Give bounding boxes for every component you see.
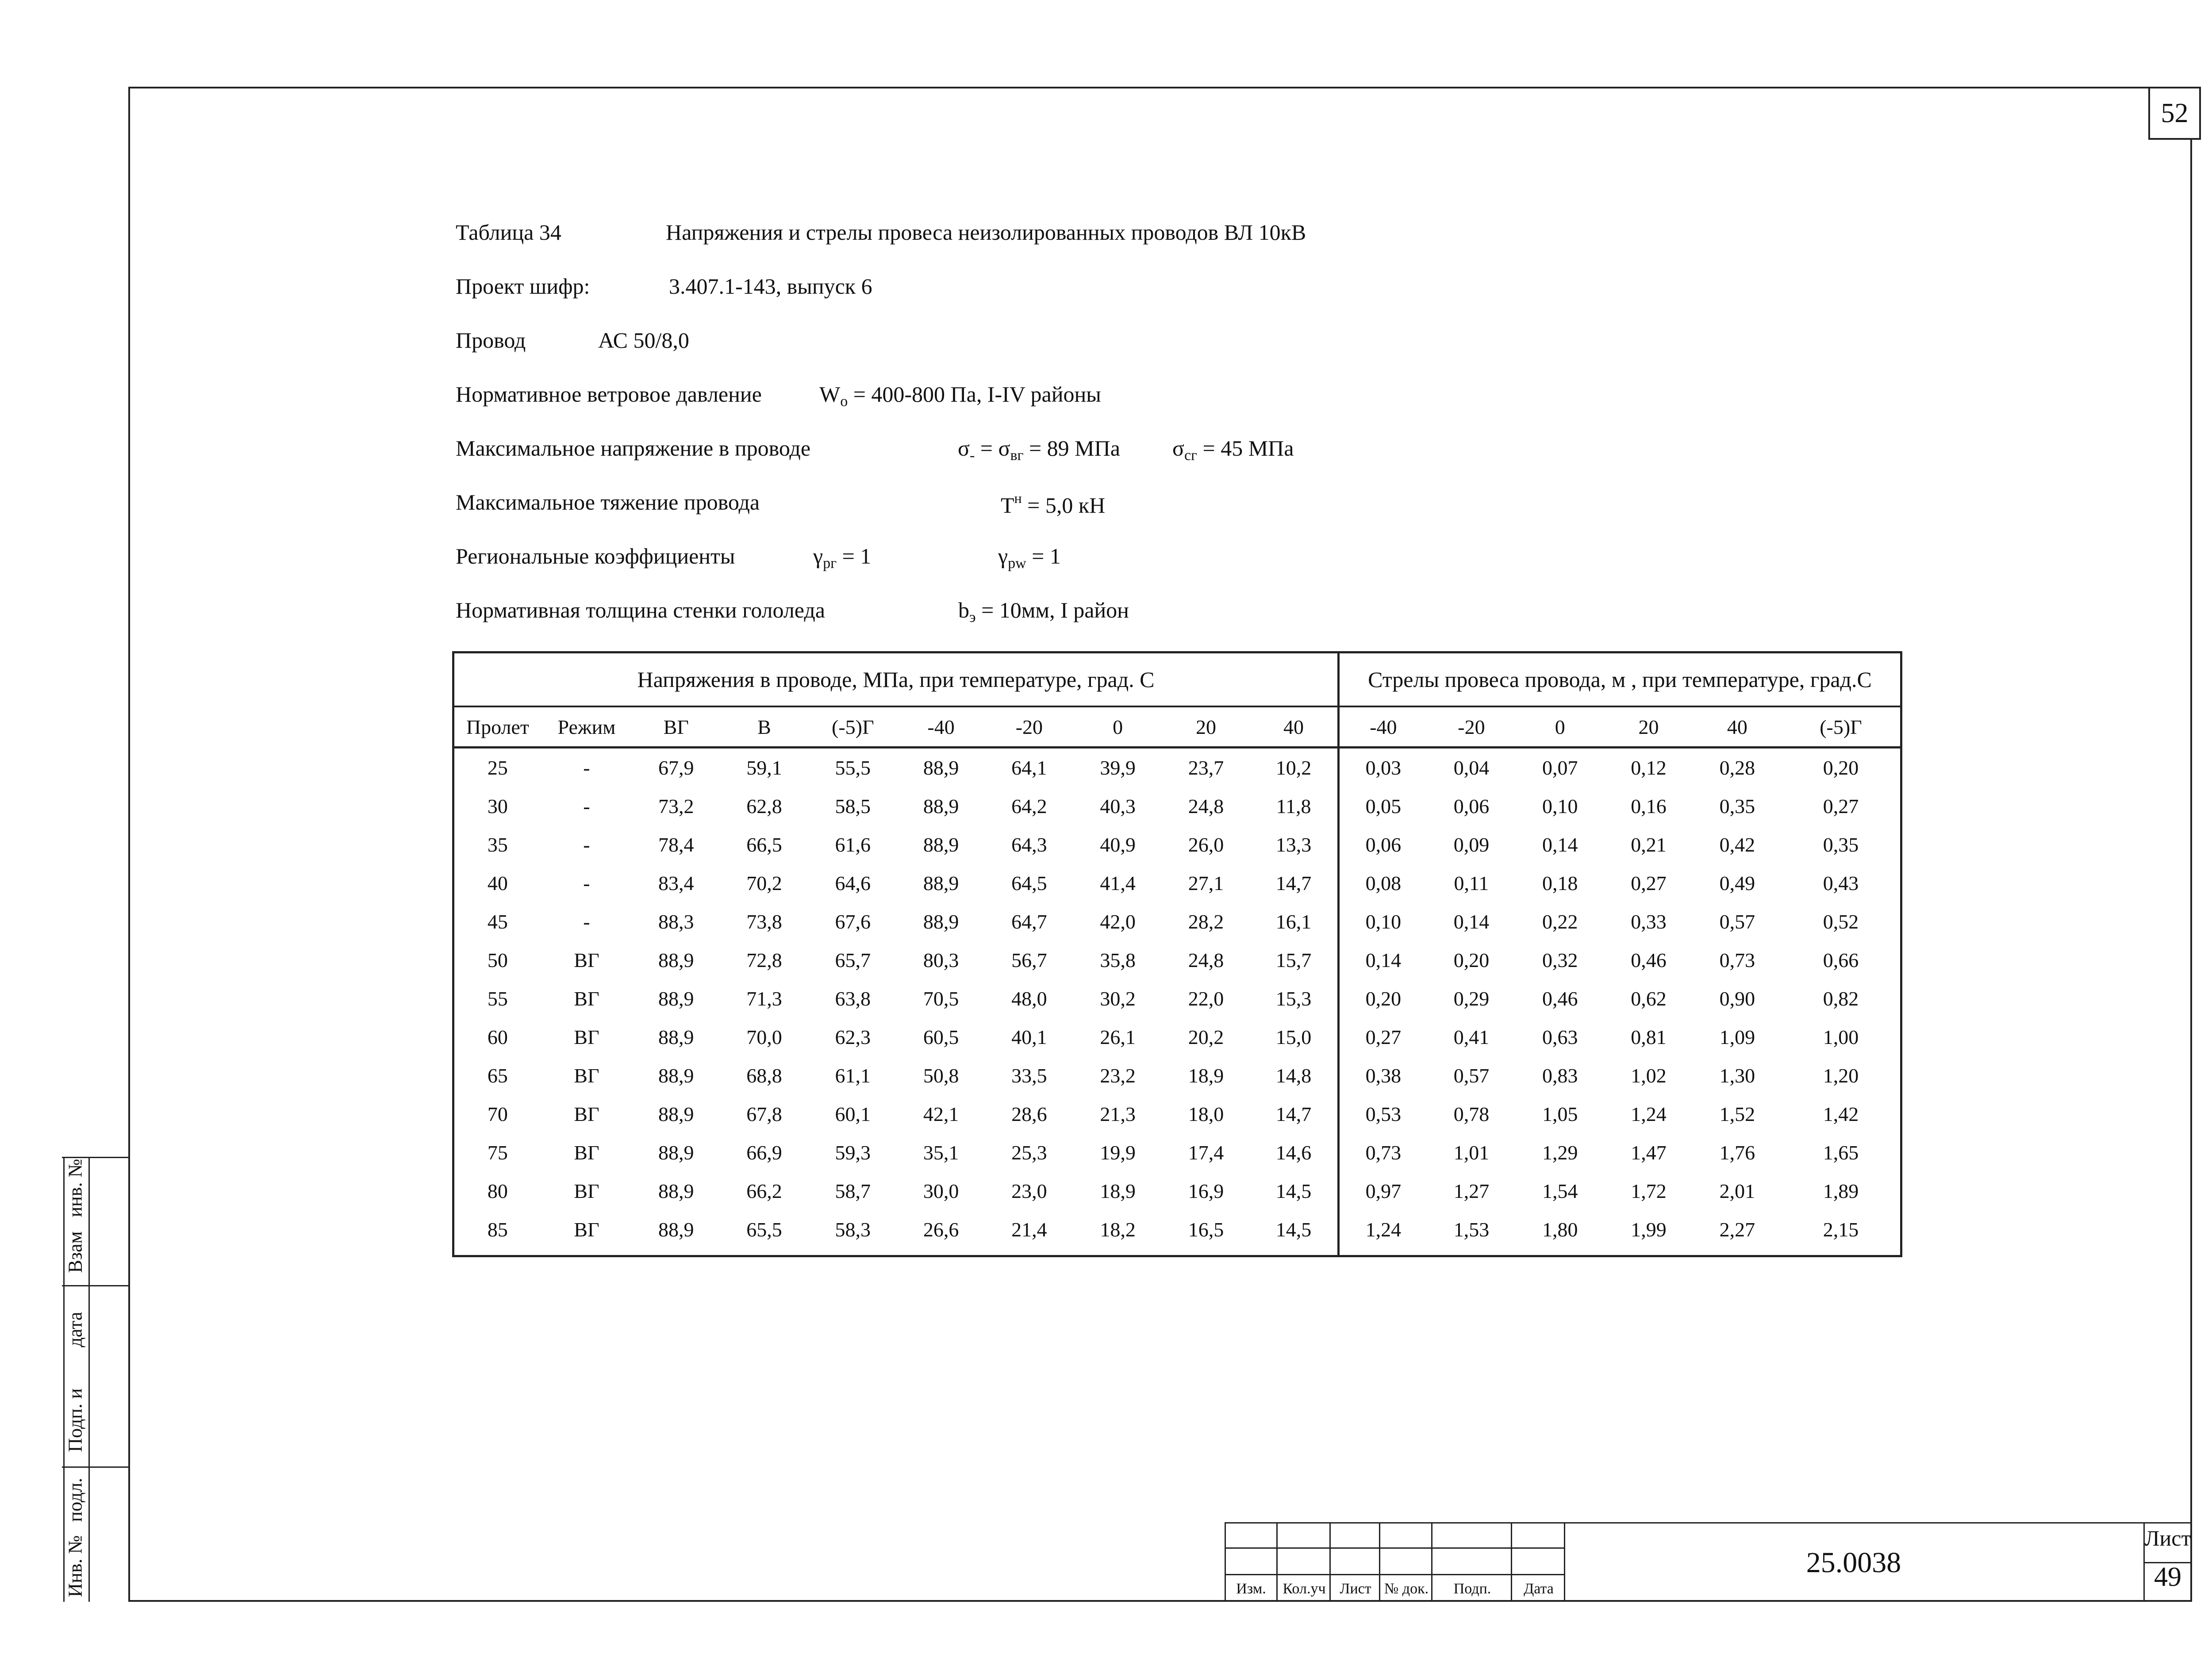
table-cell: 70 [487,1103,508,1125]
column-header: Пролет [453,706,541,748]
strip-label-podl: подл. [64,1477,86,1522]
table-cell: 0,20 [1365,987,1402,1010]
table-cell: - [583,756,590,779]
table-cell: 0,06 [1365,833,1402,856]
table-cell: 55 [487,987,508,1010]
table-cell: 61,1 [835,1064,871,1087]
table-cell: 15,0 [1250,1018,1338,1056]
sheet-number-top: 52 [2148,87,2201,140]
table-cell: 21,3 [1100,1103,1136,1125]
sheet-number: 49 [2154,1562,2181,1592]
table-cell: 0,21 [1631,833,1667,856]
table-cell: 65 [487,1064,508,1087]
tb-label-list: Лист [1340,1581,1371,1597]
wire-label: Провод [456,328,526,353]
table-cell: ВГ [574,987,599,1010]
tb-label-data: Дата [1524,1581,1554,1597]
table-cell: 80 [487,1180,508,1202]
table-cell: 0,27 [1631,872,1667,894]
table-cell: 0,11 [1454,872,1489,894]
table-cell: 1,47 [1631,1141,1667,1164]
table-cell: 83,4 [658,872,694,894]
table-cell: 14,7 [1250,1095,1338,1133]
table-cell: 63,8 [835,987,871,1010]
wind-value: $W_о = 400-800$ Па, I-IV районы [819,382,1101,410]
table-row [453,1133,1901,1172]
table-cell: 40,1 [1011,1026,1047,1048]
table-cell: 80,3 [923,949,959,971]
table-cell: 88,9 [658,949,694,971]
table-cell: 1,05 [1542,1103,1578,1125]
table-cell: 0,14 [1542,833,1578,856]
table-cell: - [583,833,590,856]
table-cell: 40 [487,872,508,894]
column-header: -40 [897,706,985,748]
table-cell: 1,24 [1631,1103,1667,1125]
strip-label-vzam: Взам [64,1231,86,1273]
table-cell: 88,9 [658,1103,694,1125]
table-cell: 1,99 [1631,1218,1667,1241]
table-cell: 88,9 [658,1180,694,1202]
table-cell: 1,65 [1823,1141,1859,1164]
table-cell: 22,0 [1188,987,1224,1010]
table-cell: 0,07 [1542,756,1578,779]
table-cell: 40,9 [1100,833,1136,856]
ice-label: Нормативная толщина стенки гололеда [456,598,825,622]
table-cell: 88,9 [923,756,959,779]
table-cell: 55,5 [835,756,871,779]
table-cell: 78,4 [658,833,694,856]
table-cell: 42,0 [1100,910,1136,933]
table-cell: ВГ [574,1103,599,1125]
table-cell: 2,15 [1823,1218,1859,1241]
table-cell: 1,00 [1823,1026,1859,1048]
table-cell: 0,73 [1719,949,1755,971]
table-cell: 0,32 [1542,949,1578,971]
table-cell: 30,2 [1100,987,1136,1010]
table-cell: 0,57 [1719,910,1755,933]
table-row [453,1172,1901,1210]
document-code: 25.0038 [1806,1547,1901,1579]
table-cell: 0,52 [1823,910,1859,933]
table-cell: 1,42 [1823,1103,1859,1125]
table-cell: 66,5 [746,833,782,856]
table-cell: 40,3 [1100,795,1136,817]
table-cell: 28,2 [1188,910,1224,933]
ice-value: $b_э = 10мм$, I район [958,598,1129,626]
table-cell: 1,54 [1542,1180,1578,1202]
table-cell: 48,0 [1011,987,1047,1010]
table-cell: 0,20 [1453,949,1490,971]
table-cell: 26,1 [1100,1026,1136,1048]
table-cell: 17,4 [1188,1141,1224,1164]
table-cell: 58,7 [835,1180,871,1202]
table-cell: 15,7 [1250,941,1338,979]
table-cell: 0,27 [1365,1026,1402,1048]
table-cell: 14,6 [1250,1133,1338,1172]
table-cell: 1,53 [1453,1218,1490,1241]
column-header: (-5)Г [809,706,897,748]
table-cell: 1,02 [1631,1064,1667,1087]
table-row [453,1210,1901,1256]
table-cell: 18,2 [1100,1218,1136,1241]
table-cell: 18,9 [1188,1064,1224,1087]
table-cell: 14,8 [1250,1056,1338,1095]
table-cell: 70,5 [923,987,959,1010]
table-cell: 0,14 [1453,910,1490,933]
strip-label-data: дата [64,1311,86,1347]
table-cell: 0,08 [1365,872,1402,894]
table-cell: 0,46 [1542,987,1578,1010]
table-cell: 0,35 [1719,795,1755,817]
table-cell: ВГ [574,1180,599,1202]
table-cell: - [583,910,590,933]
table-cell: 1,89 [1823,1180,1859,1202]
table-row [453,825,1901,864]
tb-label-izm: Изм. [1236,1581,1266,1597]
table-cell: 65,7 [835,949,871,971]
column-header: 40 [1693,706,1782,748]
column-header: 40 [1250,706,1338,748]
table-cell: 62,3 [835,1026,871,1048]
table-cell: 67,9 [658,756,694,779]
table-cell: 72,8 [746,949,782,971]
table-cell: 21,4 [1011,1218,1047,1241]
table-cell: 0,10 [1542,795,1578,817]
table-cell: 0,57 [1453,1064,1490,1087]
table-cell: 2,27 [1719,1218,1755,1241]
table-cell: ВГ [574,1218,599,1241]
table-cell: 0,10 [1365,910,1402,933]
table-cell: 13,3 [1250,825,1338,864]
table-cell: 60,5 [923,1026,959,1048]
table-cell: 1,27 [1453,1180,1490,1202]
coef-value-rg: $\gamma_{pг} = 1$ [813,544,872,572]
column-header: В [720,706,808,748]
table-cell: 71,3 [746,987,782,1010]
column-header: -40 [1339,706,1427,748]
table-cell: 1,30 [1719,1064,1755,1087]
table-cell: 15,3 [1250,979,1338,1018]
table-cell: 0,49 [1719,872,1755,894]
table-cell: 11,8 [1250,787,1338,825]
table-cell: 23,7 [1188,756,1224,779]
table-row [453,1056,1901,1095]
table-cell: 35,8 [1100,949,1136,971]
table-cell: 0,12 [1631,756,1667,779]
table-cell: 1,24 [1365,1218,1402,1241]
table-cell: 58,5 [835,795,871,817]
tb-label-ndok: № док. [1384,1581,1429,1597]
table-cell: 16,9 [1188,1180,1224,1202]
table-cell: 75 [487,1141,508,1164]
table-cell: 20,2 [1188,1026,1224,1048]
table-cell: 0,16 [1631,795,1667,817]
tension-value: $T^н = 5,0$ кН [1001,490,1106,518]
column-header: 0 [1074,706,1162,748]
table-cell: 66,2 [746,1180,782,1202]
coef-value-rw: $\gamma_{pw} = 1$ [998,544,1061,572]
table-row [453,979,1901,1018]
table-cell: 14,5 [1250,1210,1338,1256]
table-label: Таблица 34 [456,220,561,245]
table-cell: 88,9 [923,872,959,894]
table-cell: 60,1 [835,1103,871,1125]
table-cell: 64,2 [1011,795,1047,817]
table-cell: 24,8 [1188,795,1224,817]
table-cell: 16,1 [1250,902,1338,941]
table-cell: 67,8 [746,1103,782,1125]
table-cell: 50 [487,949,508,971]
table-cell: 30,0 [923,1180,959,1202]
stress-value-sg: $\sigma_{сг} = 45$ МПа [1172,436,1294,464]
table-cell: 73,2 [658,795,694,817]
table-cell: 0,28 [1719,756,1755,779]
table-cell: 0,04 [1453,756,1490,779]
table-cell: 2,01 [1719,1180,1755,1202]
table-cell: 0,73 [1365,1141,1402,1164]
table-cell: 0,83 [1542,1064,1578,1087]
table-cell: 56,7 [1011,949,1047,971]
strip-label-inv: Инв. № [64,1535,86,1597]
table-cell: 88,3 [658,910,694,933]
column-header: 20 [1604,706,1693,748]
table-row [453,941,1901,979]
table-cell: 0,42 [1719,833,1755,856]
wire-value: АС 50/8,0 [598,328,689,353]
table-cell: 64,7 [1011,910,1047,933]
table-row [453,1095,1901,1133]
project-label: Проект шифр: [456,274,590,299]
table-cell: ВГ [574,1026,599,1048]
table-cell: 88,9 [923,833,959,856]
table-cell: 14,5 [1250,1172,1338,1210]
table-cell: 0,27 [1823,795,1859,817]
table-cell: 60 [487,1026,508,1048]
table-cell: 41,4 [1100,872,1136,894]
table-cell: 1,09 [1719,1026,1755,1048]
strip-label-inv2: инв. № [64,1159,86,1217]
table-cell: 16,5 [1188,1218,1224,1241]
table-cell: 27,1 [1188,872,1224,894]
table-cell: 88,9 [658,1064,694,1087]
table-cell: - [583,872,590,894]
table-row [453,902,1901,941]
table-title: Напряжения и стрелы провеса неизолированных проводов ВЛ 10кВ [666,220,1306,245]
table-cell: 30 [487,795,508,817]
table-cell: 0,78 [1453,1103,1490,1125]
table-cell: 25 [487,756,508,779]
strip-label-podp: Подп. и [64,1388,86,1452]
table-cell: 18,9 [1100,1180,1136,1202]
table-cell: 59,3 [835,1141,871,1164]
table-cell: 25,3 [1011,1141,1047,1164]
table-cell: 24,8 [1188,949,1224,971]
table-cell: 59,1 [746,756,782,779]
table-row [453,1018,1901,1056]
strip-line [88,1157,90,1602]
table-cell: 65,5 [746,1218,782,1241]
table-cell: 18,0 [1188,1103,1224,1125]
table-cell: 0,81 [1631,1026,1667,1048]
table-cell: 0,09 [1453,833,1490,856]
table-cell: 1,76 [1719,1141,1755,1164]
table-cell: 26,0 [1188,833,1224,856]
table-cell: 0,14 [1365,949,1402,971]
table-cell: 0,41 [1453,1026,1490,1048]
tb-label-podp: Подп. [1453,1581,1491,1597]
table-cell: 0,22 [1542,910,1578,933]
table-cell: 0,66 [1823,949,1859,971]
group-header-stress: Напряжения в проводе, МПа, при температуре, град. С [453,652,1339,707]
table-cell: 67,6 [835,910,871,933]
table-cell: 66,9 [746,1141,782,1164]
table-cell: 1,80 [1542,1218,1578,1241]
table-cell: 39,9 [1100,756,1136,779]
coef-label: Региональные коэффициенты [456,544,735,568]
table-cell: 35 [487,833,508,856]
table-cell: 10,2 [1250,748,1338,787]
table-cell: 85 [487,1218,508,1241]
table-row [453,864,1901,902]
stress-sag-table [452,651,1902,1257]
column-header: (-5)Г [1782,706,1901,748]
table-cell: 68,8 [746,1064,782,1087]
column-header: -20 [985,706,1073,748]
table-cell: 64,5 [1011,872,1047,894]
table-cell: 64,6 [835,872,871,894]
column-header: 20 [1162,706,1250,748]
table-cell: 19,9 [1100,1141,1136,1164]
table-cell: 0,18 [1542,872,1578,894]
table-cell: 1,29 [1542,1141,1578,1164]
table-cell: ВГ [574,949,599,971]
table-cell: ВГ [574,1064,599,1087]
table-cell: 1,01 [1453,1141,1490,1164]
project-value: 3.407.1-143, выпуск 6 [669,274,872,299]
table-cell: 1,20 [1823,1064,1859,1087]
table-cell: 0,46 [1631,949,1667,971]
table-cell: 1,72 [1631,1180,1667,1202]
table-cell: 45 [487,910,508,933]
column-header: -20 [1427,706,1516,748]
table-cell: 73,8 [746,910,782,933]
table-cell: 0,03 [1365,756,1402,779]
stress-label: Максимальное напряжение в проводе [456,436,811,461]
sheet-label: Лист [2144,1526,2191,1550]
table-cell: 0,97 [1365,1180,1402,1202]
table-cell: ВГ [574,1141,599,1164]
table-cell: 33,5 [1011,1064,1047,1087]
table-row [453,748,1901,787]
table-cell: 0,63 [1542,1026,1578,1048]
column-header: 0 [1516,706,1604,748]
table-cell: 28,6 [1011,1103,1047,1125]
table-cell: 23,0 [1011,1180,1047,1202]
column-header: ВГ [632,706,720,748]
table-cell: 64,3 [1011,833,1047,856]
table-cell: 62,8 [746,795,782,817]
table-cell: 0,38 [1365,1064,1402,1087]
table-cell: 0,62 [1631,987,1667,1010]
table-cell: - [583,795,590,817]
table-cell: 88,9 [658,1218,694,1241]
table-cell: 50,8 [923,1064,959,1087]
table-cell: 61,6 [835,833,871,856]
table-cell: 64,1 [1011,756,1047,779]
column-header: Режим [541,706,632,748]
table-cell: 0,53 [1365,1103,1402,1125]
table-cell: 88,9 [658,1026,694,1048]
table-cell: 1,52 [1719,1103,1755,1125]
table-cell: 35,1 [923,1141,959,1164]
table-cell: 88,9 [658,1141,694,1164]
table-cell: 70,0 [746,1026,782,1048]
table-cell: 0,35 [1823,833,1859,856]
table-cell: 0,33 [1631,910,1667,933]
table-cell: 0,20 [1823,756,1859,779]
table-cell: 58,3 [835,1218,871,1241]
table-cell: 88,9 [923,910,959,933]
table-cell: 42,1 [923,1103,959,1125]
table-cell: 23,2 [1100,1064,1136,1087]
group-header-sag: Стрелы провеса провода, м , при температуре, град.С [1339,652,1901,707]
table-cell: 0,05 [1365,795,1402,817]
table-cell: 14,7 [1250,864,1338,902]
table-cell: 0,43 [1823,872,1859,894]
binding-strip [62,1157,128,1602]
table-cell: 26,6 [923,1218,959,1241]
wind-label: Нормативное ветровое давление [456,382,762,407]
stress-value: $\sigma_- = \sigma_{вг} = 89$ МПа [958,436,1120,464]
tension-label: Максимальное тяжение провода [456,490,760,514]
table-cell: 0,06 [1453,795,1490,817]
table-cell: 0,90 [1719,987,1755,1010]
table-cell: 88,9 [923,795,959,817]
table-row [453,787,1901,825]
table-cell: 88,9 [658,987,694,1010]
table-cell: 0,29 [1453,987,1490,1010]
tb-label-kolvo: Кол.уч [1283,1581,1326,1597]
table-cell: 70,2 [746,872,782,894]
table-cell: 0,82 [1823,987,1859,1010]
